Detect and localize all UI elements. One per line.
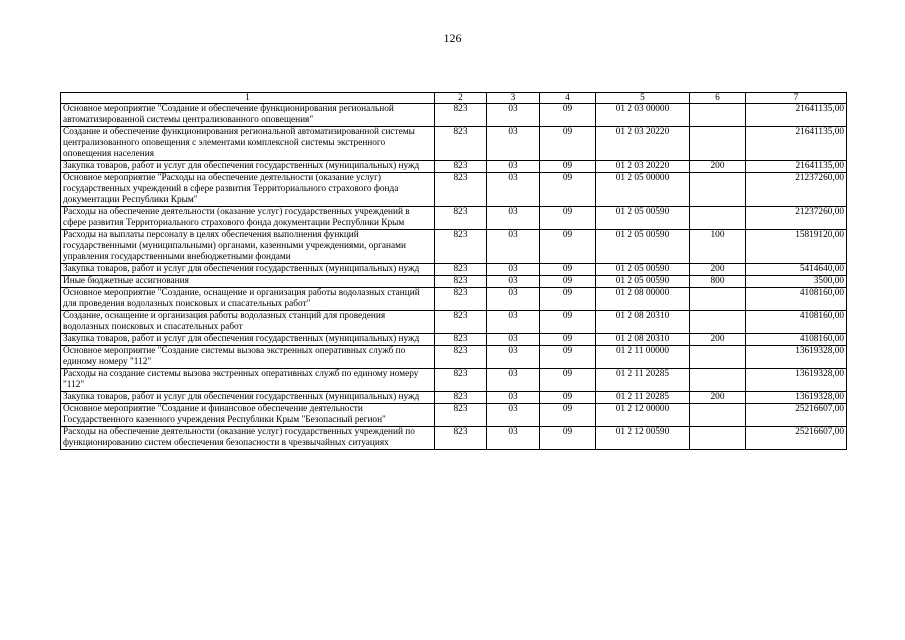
section-code: 03 <box>487 276 540 288</box>
row-description: Расходы на выплаты персоналу в целях обеспечения выполнения функций государственными (муниципальными) органами, казенными учреждениями, органами управления государственными внебюджетными фондами <box>61 230 435 264</box>
target-article-code: 01 2 03 20220 <box>596 161 690 173</box>
target-article-code: 01 2 03 00000 <box>596 104 690 127</box>
section-code: 03 <box>487 369 540 392</box>
row-amount: 15819120,00 <box>746 230 847 264</box>
expense-type-code <box>690 427 746 450</box>
expense-type-code <box>690 369 746 392</box>
row-description: Расходы на обеспечение деятельности (оказание услуг) государственных учреждений в сфере развития Территориального страхового фонда документации Республики Крым <box>61 207 435 230</box>
ministry-code: 823 <box>435 288 487 311</box>
target-article-code: 01 2 05 00590 <box>596 264 690 276</box>
table-row <box>61 127 847 161</box>
row-description: Закупка товаров, работ и услуг для обеспечения государственных (муниципальных) нужд <box>61 392 435 404</box>
table-row <box>61 334 847 346</box>
row-description: Закупка товаров, работ и услуг для обеспечения государственных (муниципальных) нужд <box>61 161 435 173</box>
section-code: 03 <box>487 207 540 230</box>
subsection-code: 09 <box>540 207 596 230</box>
section-code: 03 <box>487 346 540 369</box>
ministry-code: 823 <box>435 264 487 276</box>
expense-type-code <box>690 404 746 427</box>
subsection-code: 09 <box>540 276 596 288</box>
target-article-code: 01 2 05 00000 <box>596 173 690 207</box>
ministry-code: 823 <box>435 334 487 346</box>
subsection-code: 09 <box>540 288 596 311</box>
target-article-code: 01 2 11 00000 <box>596 346 690 369</box>
ministry-code: 823 <box>435 427 487 450</box>
table-row <box>61 173 847 207</box>
target-article-code: 01 2 12 00000 <box>596 404 690 427</box>
row-description: Основное мероприятие "Создание, оснащение и организация работы водолазных станций для проведения водолазных поисковых и спасательных работ" <box>61 288 435 311</box>
table-row <box>61 404 847 427</box>
expense-type-code: 200 <box>690 264 746 276</box>
target-article-code: 01 2 11 20285 <box>596 392 690 404</box>
table-row <box>61 288 847 311</box>
section-code: 03 <box>487 288 540 311</box>
row-description: Основное мероприятие "Расходы на обеспечение деятельности (оказание услуг) государственных учреждений в сфере развития Территориального страхового фонда документации Республики Крым" <box>61 173 435 207</box>
table-row <box>61 392 847 404</box>
section-code: 03 <box>487 161 540 173</box>
target-article-code: 01 2 03 20220 <box>596 127 690 161</box>
row-amount: 21237260,00 <box>746 207 847 230</box>
section-code: 03 <box>487 311 540 334</box>
expense-type-code <box>690 104 746 127</box>
subsection-code: 09 <box>540 230 596 264</box>
expense-type-code <box>690 173 746 207</box>
row-description: Создание и обеспечение функционирования региональной автоматизированной системы централизованного оповещения с элементами комплексной системы экстренного оповещения населения <box>61 127 435 161</box>
expense-type-code: 100 <box>690 230 746 264</box>
column-header: 3 <box>487 93 540 104</box>
ministry-code: 823 <box>435 207 487 230</box>
ministry-code: 823 <box>435 173 487 207</box>
ministry-code: 823 <box>435 127 487 161</box>
section-code: 03 <box>487 264 540 276</box>
row-amount: 21641135,00 <box>746 104 847 127</box>
section-code: 03 <box>487 427 540 450</box>
expense-type-code: 200 <box>690 392 746 404</box>
section-code: 03 <box>487 104 540 127</box>
row-amount: 13619328,00 <box>746 346 847 369</box>
row-description: Основное мероприятие "Создание системы вызова экстренных оперативных служб по единому номеру "112" <box>61 346 435 369</box>
row-amount: 4108160,00 <box>746 288 847 311</box>
ministry-code: 823 <box>435 404 487 427</box>
row-description: Основное мероприятие "Создание и финансовое обеспечение деятельности Государственного казенного учреждения Республики Крым "Безопасный регион" <box>61 404 435 427</box>
row-amount: 5414640,00 <box>746 264 847 276</box>
row-description: Иные бюджетные ассигнования <box>61 276 435 288</box>
row-description: Закупка товаров, работ и услуг для обеспечения государственных (муниципальных) нужд <box>61 264 435 276</box>
row-amount: 21641135,00 <box>746 161 847 173</box>
target-article-code: 01 2 12 00590 <box>596 427 690 450</box>
subsection-code: 09 <box>540 392 596 404</box>
subsection-code: 09 <box>540 127 596 161</box>
target-article-code: 01 2 08 00000 <box>596 288 690 311</box>
target-article-code: 01 2 05 00590 <box>596 207 690 230</box>
table-row <box>61 427 847 450</box>
target-article-code: 01 2 08 20310 <box>596 334 690 346</box>
row-amount: 21237260,00 <box>746 173 847 207</box>
table-header-row <box>61 93 847 104</box>
row-amount: 25216607,00 <box>746 404 847 427</box>
row-amount: 3500,00 <box>746 276 847 288</box>
expense-type-code: 800 <box>690 276 746 288</box>
table-row <box>61 207 847 230</box>
expense-type-code: 200 <box>690 334 746 346</box>
column-header: 6 <box>690 93 746 104</box>
expense-type-code <box>690 346 746 369</box>
ministry-code: 823 <box>435 311 487 334</box>
expense-type-code <box>690 127 746 161</box>
ministry-code: 823 <box>435 230 487 264</box>
ministry-code: 823 <box>435 104 487 127</box>
subsection-code: 09 <box>540 369 596 392</box>
table-row <box>61 311 847 334</box>
ministry-code: 823 <box>435 392 487 404</box>
target-article-code: 01 2 05 00590 <box>596 230 690 264</box>
expense-type-code <box>690 288 746 311</box>
column-header: 5 <box>596 93 690 104</box>
expense-type-code <box>690 207 746 230</box>
row-description: Создание, оснащение и организация работы водолазных станций для проведения водолазных поисковых и спасательных работ <box>61 311 435 334</box>
subsection-code: 09 <box>540 334 596 346</box>
subsection-code: 09 <box>540 264 596 276</box>
row-description: Закупка товаров, работ и услуг для обеспечения государственных (муниципальных) нужд <box>61 334 435 346</box>
expense-type-code <box>690 311 746 334</box>
row-description: Расходы на создание системы вызова экстренных оперативных служб по единому номеру "112" <box>61 369 435 392</box>
section-code: 03 <box>487 334 540 346</box>
section-code: 03 <box>487 127 540 161</box>
table-body <box>61 104 847 450</box>
ministry-code: 823 <box>435 276 487 288</box>
row-amount: 13619328,00 <box>746 369 847 392</box>
table-row <box>61 369 847 392</box>
column-header: 7 <box>746 93 847 104</box>
row-amount: 13619328,00 <box>746 392 847 404</box>
column-header: 2 <box>435 93 487 104</box>
section-code: 03 <box>487 230 540 264</box>
subsection-code: 09 <box>540 427 596 450</box>
section-code: 03 <box>487 404 540 427</box>
column-header: 1 <box>61 93 435 104</box>
table-row <box>61 104 847 127</box>
row-amount: 4108160,00 <box>746 334 847 346</box>
table-row <box>61 264 847 276</box>
ministry-code: 823 <box>435 369 487 392</box>
subsection-code: 09 <box>540 404 596 427</box>
subsection-code: 09 <box>540 311 596 334</box>
target-article-code: 01 2 08 20310 <box>596 311 690 334</box>
table-row <box>61 230 847 264</box>
subsection-code: 09 <box>540 346 596 369</box>
subsection-code: 09 <box>540 173 596 207</box>
ministry-code: 823 <box>435 346 487 369</box>
row-description: Основное мероприятие "Создание и обеспечение функционирования региональной автоматизированной системы централизованного оповещения" <box>61 104 435 127</box>
table-row <box>61 276 847 288</box>
expense-type-code: 200 <box>690 161 746 173</box>
target-article-code: 01 2 11 20285 <box>596 369 690 392</box>
row-description: Расходы на обеспечение деятельности (оказание услуг) государственных учреждений по функционированию систем обеспечения безопасности в чрезвычайных ситуациях <box>61 427 435 450</box>
subsection-code: 09 <box>540 104 596 127</box>
subsection-code: 09 <box>540 161 596 173</box>
section-code: 03 <box>487 392 540 404</box>
ministry-code: 823 <box>435 161 487 173</box>
page-number: 126 <box>443 31 462 45</box>
table-row <box>61 161 847 173</box>
row-amount: 21641135,00 <box>746 127 847 161</box>
budget-table <box>60 92 847 450</box>
row-amount: 25216607,00 <box>746 427 847 450</box>
section-code: 03 <box>487 173 540 207</box>
table-row <box>61 346 847 369</box>
row-amount: 4108160,00 <box>746 311 847 334</box>
target-article-code: 01 2 05 00590 <box>596 276 690 288</box>
column-header: 4 <box>540 93 596 104</box>
